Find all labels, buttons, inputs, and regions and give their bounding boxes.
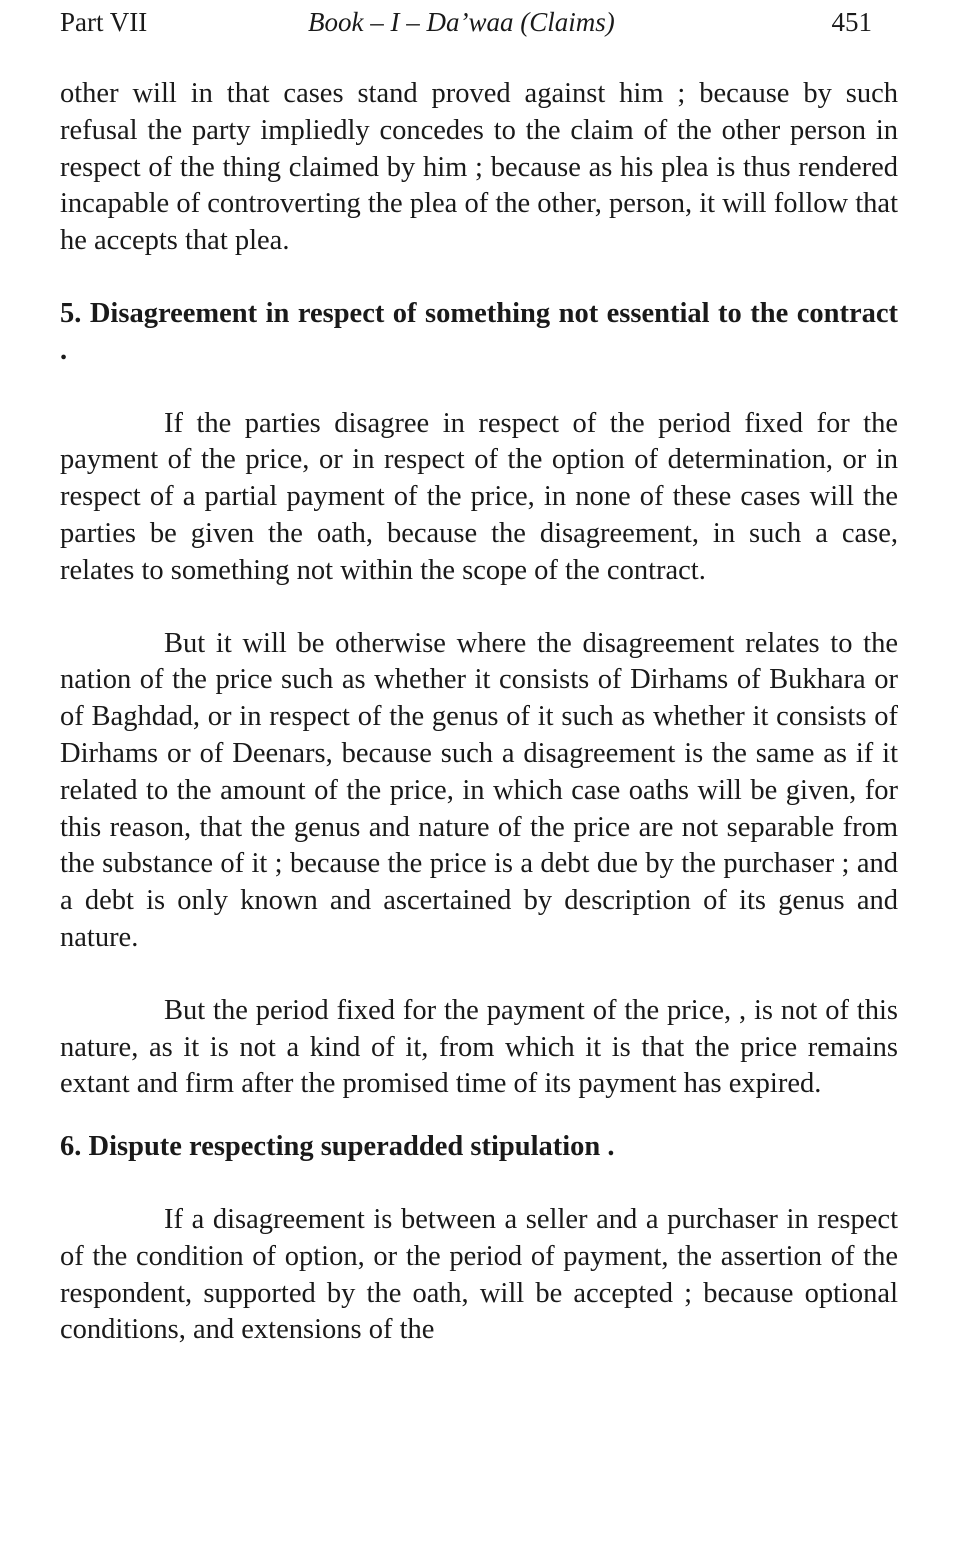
section-5-paragraph-3: But the period fixed for the payment of the price, , is not of this nature, as it is not a kind of it, from which it is that the price remains extant and firm after the promised time of its payment has expired.: [60, 994, 898, 1100]
section-5-paragraph-2: But it will be otherwise where the disagreement relates to the nation of the price such as whether it consists of Dirhams of Bukhara or of Baghdad, or in respect of the genus of it such as whether it consists of Dirhams or of Deenars, because such a disagreement is the same as if it related to the amount of the price, in which case oaths will be given, for this reason, that the genus and nature of the price are not separable from the substance of it ; because the price is a debt due by the purchaser ; and a debt is only known and ascertained by description of its genus and nature.: [60, 627, 898, 953]
running-header: [60, 0, 898, 44]
section-5-paragraph-1: If the parties disagree in respect of the period fixed for the payment of the price, or in respect of the option of determination, or in respect of a partial payment of the price, in none of these cases will the parties be given the oath, because the disagreement, in such a case, relates to something not within the scope of the contract.: [60, 407, 898, 586]
section-6-paragraph-1: If a disagreement is between a seller and a purchaser in respect of the condition of option, or the period of payment, the assertion of the respondent, supported by the oath, will be accepted ; because optional conditions, and extensions of the: [60, 1203, 898, 1346]
book-page: [60, 0, 898, 1349]
continued-paragraph: other will in that cases stand proved against him ; because by such refusal the party impliedly concedes to the claim of the other person in respect of the thing claimed by him ; because as his plea is thus rendered incapable of controverting the plea of the other, person, it will follow that he accepts that plea.: [60, 78, 898, 257]
page-number: 451: [831, 7, 872, 37]
part-label: Part VII: [60, 7, 148, 37]
section-5-heading: 5. Disagreement in respect of something not essential to the contract .: [60, 297, 898, 366]
book-title: Book – I – Da’waa (Claims): [308, 7, 615, 37]
section-6-heading: 6. Dispute respecting superadded stipulation .: [60, 1131, 615, 1163]
